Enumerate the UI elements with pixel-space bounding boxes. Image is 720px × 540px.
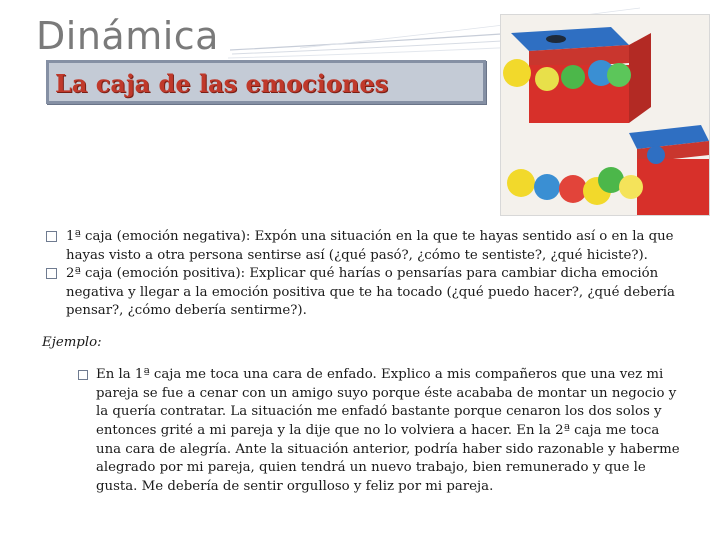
bullet-positive-text: 2ª caja (emoción positiva): Explicar qué harías o pensarías para cambiar dicha emoción negativa y llegar a la emoción positiva que te ha tocado (¿qué puedo hacer?, ¿qué debería pensar?, ¿cómo debería sentirme?). [66, 266, 675, 319]
example-label: Ejemplo: [42, 335, 102, 351]
slide-title: Dinámica [36, 14, 219, 58]
bullet-negative-box [44, 228, 684, 265]
subtitle-text: La caja de las emociones [55, 69, 389, 98]
checkbox-bullet-icon [78, 370, 88, 380]
example-text: En la 1ª caja me toca una cara de enfado. Explico a mis compañeros que una vez mi pareja se fue a cenar con un amigo suyo porque éste acababa de montar un negocio y la quería contratar. La situación me enfadó bastante porque cenaron los dos solos y entonces grité a mi pareja y la dije que no lo volviera a hacer. En la 2ª caja me toca una cara de alegría. Ante la situación anterior, podría haber sido razonable y haberme alegrado por mi pareja, quien tendrá un nuevo trabajo, bien remunerado y que le gusta. Me debería de sentir orgulloso y feliz por mi pareja. [96, 367, 680, 494]
checkbox-bullet-icon [46, 231, 57, 242]
example-bullet [44, 366, 684, 496]
slide-body [44, 228, 684, 496]
subtitle-banner [46, 60, 486, 104]
emotion-boxes-photo [500, 14, 710, 216]
bullet-negative-text: 1ª caja (emoción negativa): Expón una situación en la que te hayas sentido así o en la que hayas visto a otra persona sentirse así (¿qué pasó?, ¿cómo te sentiste?, ¿qué hiciste?). [66, 229, 674, 263]
emotion-boxes-illustration [501, 15, 709, 215]
bullet-positive-box [44, 265, 684, 321]
checkbox-bullet-icon [46, 268, 57, 279]
